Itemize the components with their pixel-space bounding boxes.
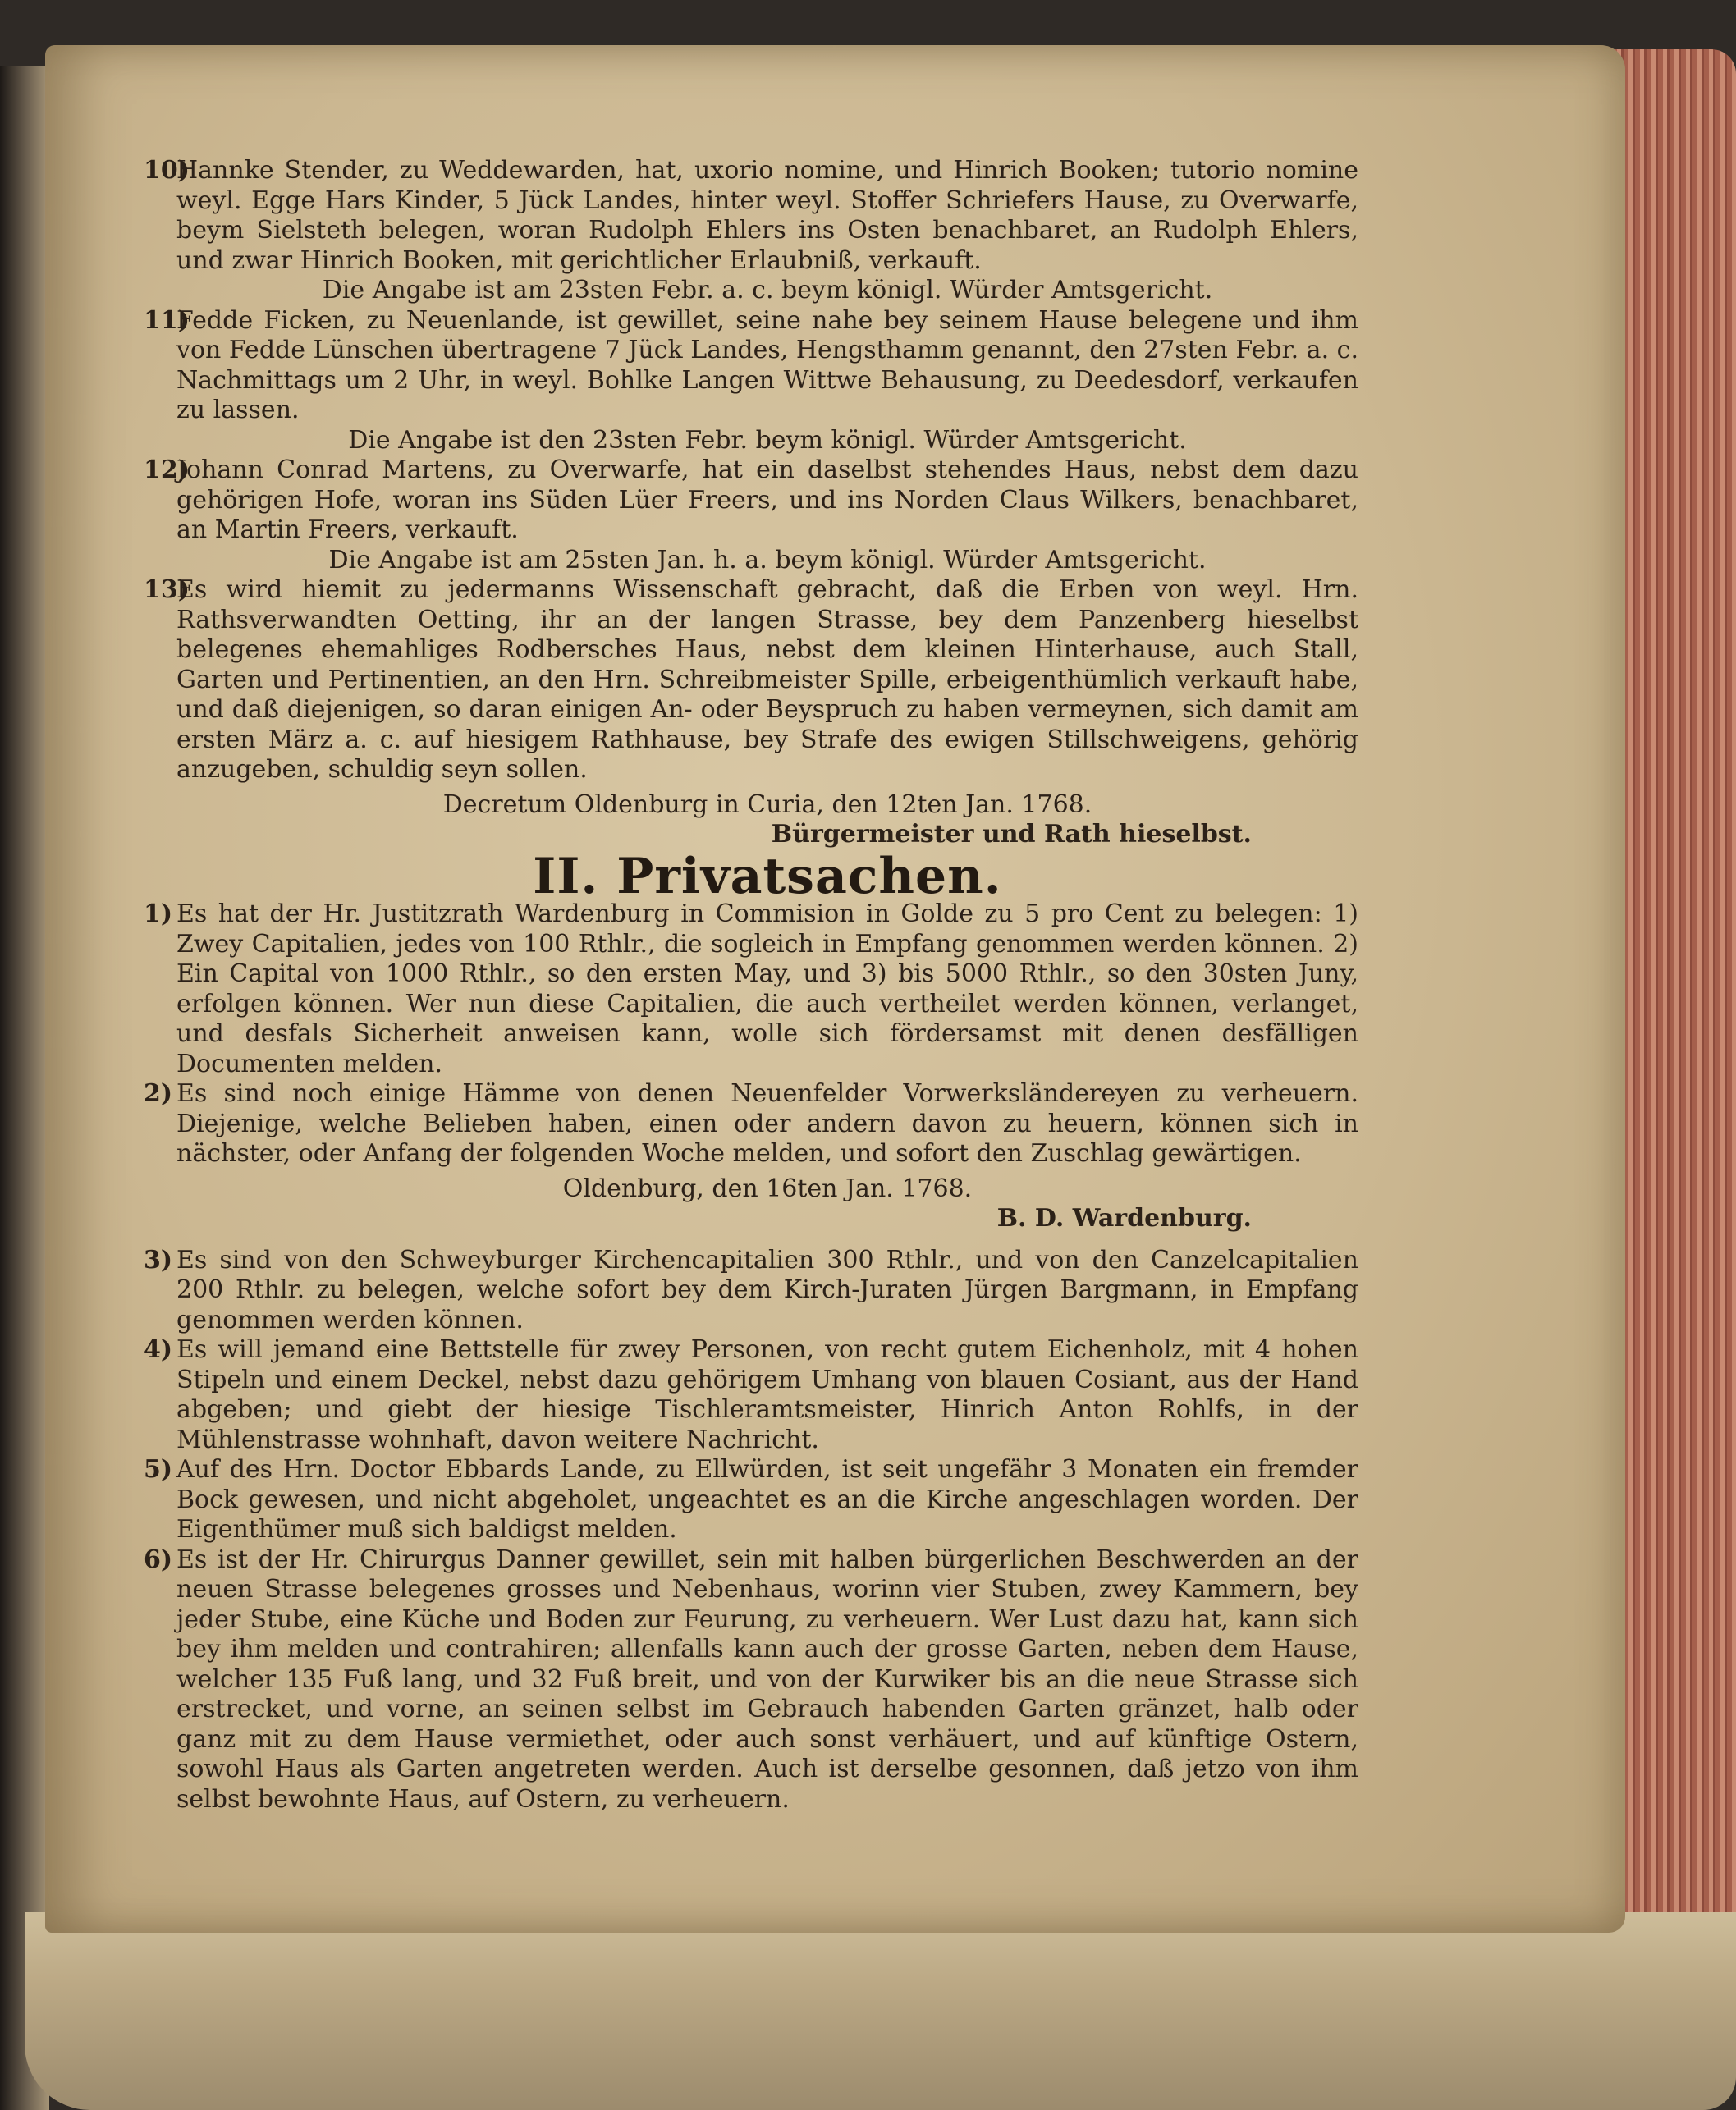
list-item: [144, 455, 1358, 575]
item-number: 1): [144, 899, 173, 928]
page-text: [144, 156, 1358, 1815]
item-text: Es hat der Hr. Justitzrath Wardenburg in Commision in Golde zu 5 pro Cent zu belegen: 1) Zwey Capitalien, jedes von 100 Rthlr., die sogleich in Empfang genommen werden können. 2) Ein Capital von 1000 Rthlr., so den ersten May, und 3) bis 5000 Rthlr., so den 30sten Juny, erfolgen können. Wer nun diese Capitalien, die auch vertheilet werden können, verlanget, und desfals Sicherheit anweisen kann, wolle sich fördersamst mit denen desfälligen Documenten melden.: [176, 899, 1358, 1078]
item-number: 3): [144, 1245, 173, 1275]
council-signature: Bürgermeister und Rath hieselbst.: [771, 820, 1252, 849]
item-text: Es wird hiemit zu jedermanns Wissenschaft gebracht, daß die Erben von weyl. Hrn. Rathsverwandten Oetting, ihr an der langen Strasse, bey dem Panzenberg hieselbst belegenes ehemahliges Rodbersches Haus, nebst dem kleinen Hinterhause, auch Stall, Garten und Pertinentien, an den Hrn. Schreibmeister Spille, erbeigenthümlich verkauft habe, und daß diejenigen, so daran einigen An- oder Beyspruch zu haben vermeynen, sich damit am ersten März a. c. auf hiesigem Rathhause, bey Strafe des ewigen Stillschweigens, gehörig anzugeben, schuldig seyn sollen.: [176, 575, 1358, 784]
item-text: Es will jemand eine Bettstelle für zwey Personen, von recht gutem Eichenholz, mit 4 hohen Stipeln und einem Deckel, nebst dazu gehörigem Umhang von blauen Cosiant, aus der Hand abgeben; und giebt der hiesige Tischleramtsmeister, Hinrich Anton Rohlfs, in der Mühlenstrasse wohnhaft, davon weitere Nachricht.: [176, 1335, 1358, 1454]
bottom-page-stack: [25, 1912, 1736, 2110]
item-text: Es sind noch einige Hämme von denen Neuenfelder Vorwerksländereyen zu verheuern. Diejenige, welche Belieben haben, einen oder andern davon zu heuern, können sich in nächster, oder Anfang der folgenden Woche melden, und sofort den Zuschlag gewärtigen.: [176, 1079, 1358, 1168]
list-item: [144, 1335, 1358, 1455]
list-item: [144, 899, 1358, 1079]
item-note: Die Angabe ist den 23sten Febr. beym königl. Würder Amtsgericht.: [348, 425, 1187, 455]
item-text: Fedde Ficken, zu Neuenlande, ist gewillet, seine nahe bey seinem Hause belegene und ihm von Fedde Lünschen übertragene 7 Jück Landes, Hengsthamm genannt, den 27sten Febr. a. c. Nachmittags um 2 Uhr, in weyl. Bohlke Langen Wittwe Behausung, zu Deedesdorf, verkaufen zu lassen.: [176, 305, 1358, 424]
item-number: 5): [144, 1455, 173, 1484]
item-text: Auf des Hrn. Doctor Ebbards Lande, zu Ellwürden, ist seit ungefähr 3 Monaten ein fremder Bock gewesen, und nicht abgeholet, ungeachtet es an die Kirche angeschlagen worden. Der Eigenthümer muß sich baldigst melden.: [176, 1455, 1358, 1544]
item-text: Es ist der Hr. Chirurgus Danner gewillet, sein mit halben bürgerlichen Beschwerden an der neuen Strasse belegenes grosses und Nebenhaus, worinn vier Stuben, zwey Kammern, bey jeder Stube, eine Küche und Boden zur Feurung, zu verheuern. Wer Lust dazu hat, kann sich bey ihm melden und contrahiren; allenfalls kann auch der grosse Garten, neben dem Hause, welcher 135 Fuß lang, und 32 Fuß breit, und von der Kurwiker bis an die neue Strasse sich erstrecket, und vorne, an seinen selbst im Gebrauch habenden Garten gränzet, halb oder ganz mit zu dem Hause vermiethet, oder auch sonst verhäuert, und auf künftige Ostern, sowohl Haus als Garten angetreten werden. Auch ist derselbe gesonnen, daß jetzo von ihm selbst bewohnte Haus, auf Ostern, zu verheuern.: [176, 1545, 1358, 1814]
place-date-line: Oldenburg, den 16ten Jan. 1768.: [562, 1174, 973, 1203]
item-note: Die Angabe ist am 25sten Jan. h. a. beym königl. Würder Amtsgericht.: [328, 545, 1207, 574]
item-number: 10): [144, 156, 190, 185]
item-number: 2): [144, 1079, 173, 1108]
list-item: [144, 1545, 1358, 1815]
section-heading: II. Privatsachen.: [533, 847, 1002, 905]
item-text: Johann Conrad Martens, zu Overwarfe, hat ein daselbst stehendes Haus, nebst dem dazu gehörigen Hofe, woran ins Süden Lüer Freers, und ins Norden Claus Wilkers, benachbaret, an Martin Freers, verkauft.: [176, 455, 1358, 544]
item-number: 4): [144, 1335, 173, 1364]
list-item: [144, 1245, 1358, 1336]
item-number: 11): [144, 305, 190, 335]
item-number: 6): [144, 1545, 173, 1574]
list-item: [144, 1079, 1358, 1169]
wardenburg-signature: B. D. Wardenburg.: [996, 1204, 1252, 1233]
item-number: 13): [144, 575, 190, 604]
list-item: [144, 575, 1358, 785]
list-item: [144, 1455, 1358, 1545]
list-item: [144, 305, 1358, 456]
item-text: Es sind von den Schweyburger Kirchencapitalien 300 Rthlr., und von den Canzelcapitalien 200 Rthlr. zu belegen, welche sofort bey dem Kirch-Juraten Jürgen Bargmann, in Empfang genommen werden können.: [176, 1245, 1358, 1334]
item-text: Hannke Stender, zu Weddewarden, hat, uxorio nomine, und Hinrich Booken; tutorio nomine weyl. Egge Hars Kinder, 5 Jück Landes, hinter weyl. Stoffer Schriefers Hause, zu Overwarfe, beym Sielsteth belegen, woran Rudolph Ehlers ins Osten benachbaret, an Rudolph Ehlers, und zwar Hinrich Booken, mit gerichtlicher Erlaubniß, verkauft.: [176, 156, 1358, 275]
list-item: [144, 156, 1358, 306]
item-note: Die Angabe ist am 23sten Febr. a. c. beym königl. Würder Amtsgericht.: [322, 276, 1213, 304]
decree-line: Decretum Oldenburg in Curia, den 12ten Jan. 1768.: [442, 790, 1092, 819]
book-spine-edge: [0, 66, 49, 2110]
item-number: 12): [144, 455, 190, 484]
